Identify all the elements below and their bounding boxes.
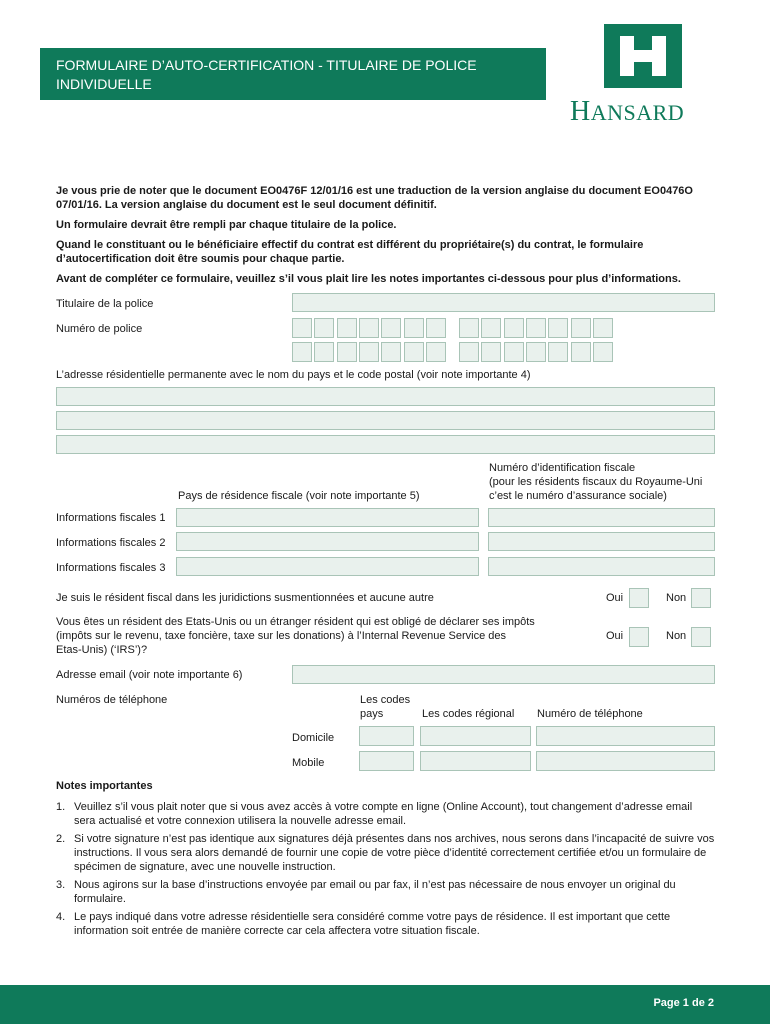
- hansard-wordmark: HANSARD: [570, 96, 685, 127]
- tin-header-line1: Numéro d’identification fiscale: [489, 462, 636, 474]
- hansard-logo-icon: [604, 24, 682, 88]
- policy-number-char-box[interactable]: [292, 342, 312, 362]
- intro-read-notes: Avant de compléter ce formulaire, veuillez s’il vous plait lire les notes importantes ci-dessous pour plus d’informations.: [56, 273, 681, 285]
- tin-header-line3: c’est le numéro d’assurance sociale): [489, 490, 667, 502]
- tin-2-input[interactable]: [488, 532, 715, 551]
- home-phone-input[interactable]: [536, 726, 715, 746]
- policyholder-label: Titulaire de la police: [56, 298, 154, 310]
- policyholder-input[interactable]: [292, 293, 715, 312]
- policy-number-char-box[interactable]: [381, 342, 401, 362]
- policy-number-char-box[interactable]: [593, 318, 613, 338]
- mobile-phone-label: Mobile: [292, 757, 325, 769]
- policy-number-char-box[interactable]: [571, 342, 591, 362]
- sole-tax-residence-question: Je suis le résident fiscal dans les juridictions susmentionnées et aucune autre: [56, 592, 434, 604]
- policy-number-char-box[interactable]: [481, 342, 501, 362]
- tax-country-3-input[interactable]: [176, 557, 479, 576]
- form-title-line2: INDIVIDUELLE: [56, 76, 152, 92]
- home-country-code-input[interactable]: [359, 726, 414, 746]
- country-code-header-line1: Les codes: [360, 694, 411, 706]
- phone-number-header: Numéro de téléphone: [537, 708, 643, 720]
- footer-bar: [0, 985, 770, 1024]
- note-item: 1. Veuillez s’il vous plait noter que si vous avez accès à votre compte en ligne (Online Account), tout changement d’adresse email sera actualisé et votre connexion utilisera la nouvelle adresse email.: [56, 801, 693, 827]
- policy-number-char-box[interactable]: [359, 342, 379, 362]
- email-label: Adresse email (voir note importante 6): [56, 669, 243, 681]
- policy-number-label: Numéro de police: [56, 323, 143, 335]
- area-code-header: Les codes régional: [422, 708, 515, 720]
- us-person-question-line2: (impôts sur le revenu, taxe foncière, taxe sur les donations) à l’Internal Revenue Service des: [56, 630, 507, 642]
- q1-non-label: Non: [666, 592, 687, 604]
- tax-country-1-input[interactable]: [176, 508, 479, 527]
- address-line-3[interactable]: [56, 435, 715, 454]
- policy-number-char-box[interactable]: [526, 342, 546, 362]
- policy-number-char-box[interactable]: [381, 318, 401, 338]
- policy-number-char-box[interactable]: [404, 318, 424, 338]
- tin-3-input[interactable]: [488, 557, 715, 576]
- tin-1-input[interactable]: [488, 508, 715, 527]
- form-title: [40, 48, 546, 100]
- policy-number-char-box[interactable]: [504, 342, 524, 362]
- us-person-question-line1: Vous êtes un résident des Etats-Unis ou un étranger résident qui est obligé de déclarer ses impôts: [56, 616, 535, 628]
- q1-oui-label: Oui: [606, 592, 624, 604]
- tax-info-3-label: Informations fiscales 3: [56, 562, 166, 574]
- tax-info-2-label: Informations fiscales 2: [56, 537, 166, 549]
- tax-info-1-label: Informations fiscales 1: [56, 512, 166, 524]
- policy-number-char-box[interactable]: [548, 318, 568, 338]
- policy-number-char-box[interactable]: [359, 318, 379, 338]
- address-line-2[interactable]: [56, 411, 715, 430]
- form-title-line1: FORMULAIRE D’AUTO-CERTIFICATION - TITULAIRE DE POLICE: [56, 57, 477, 73]
- intro-translation-note: Je vous prie de noter que le document EO0476F 12/01/16 est une traduction de la version anglaise du document EO0476O 07/01/16. La version anglaise du document est le seul document définitif.: [56, 185, 693, 211]
- tin-header-line2: (pour les résidents fiscaux du Royaume-Uni: [489, 476, 703, 488]
- us-person-question-line3: Etas-Unis) (‘IRS’)?: [56, 644, 148, 656]
- policy-number-char-box[interactable]: [314, 342, 334, 362]
- note-item: 4. Le pays indiqué dans votre adresse résidentielle sera considéré comme votre pays de résidence. Il est important que cette information soit entrée de manière correcte car cela affectera votre situation fiscale.: [56, 911, 671, 937]
- home-area-code-input[interactable]: [420, 726, 531, 746]
- q2-oui-label: Oui: [606, 630, 624, 642]
- policy-number-char-box[interactable]: [337, 318, 357, 338]
- policy-number-char-box[interactable]: [504, 318, 524, 338]
- policy-number-char-box[interactable]: [459, 342, 479, 362]
- policy-number-char-box[interactable]: [548, 342, 568, 362]
- country-code-header-line2: pays: [360, 708, 384, 720]
- policy-number-char-box[interactable]: [426, 318, 446, 338]
- email-input[interactable]: [292, 665, 715, 684]
- page-number: Page 1 de 2: [653, 997, 714, 1009]
- note-item: 2. Si votre signature n’est pas identique aux signatures déjà présentes dans nos archives, nous serons dans l’incapacité de suivre vos instructions. Il vous sera alors demandé de fournir une copie de votre pièce d’identité correctement certifiée et/ou un formulaire de spécimen de signature, avec une nouvelle instruction.: [56, 833, 715, 873]
- policy-number-char-box[interactable]: [314, 318, 334, 338]
- policy-number-char-box[interactable]: [404, 342, 424, 362]
- phone-label: Numéros de téléphone: [56, 694, 168, 706]
- policy-number-char-box[interactable]: [571, 318, 591, 338]
- policy-number-char-box[interactable]: [459, 318, 479, 338]
- home-phone-label: Domicile: [292, 732, 335, 744]
- mobile-country-code-input[interactable]: [359, 751, 414, 771]
- policy-number-char-box[interactable]: [337, 342, 357, 362]
- q1-non-checkbox[interactable]: [691, 588, 711, 608]
- q1-oui-checkbox[interactable]: [629, 588, 649, 608]
- address-line-1[interactable]: [56, 387, 715, 406]
- policy-number-char-box[interactable]: [426, 342, 446, 362]
- notes-title: Notes importantes: [56, 780, 153, 792]
- q2-non-label: Non: [666, 630, 687, 642]
- policy-number-char-box[interactable]: [593, 342, 613, 362]
- mobile-phone-input[interactable]: [536, 751, 715, 771]
- intro-one-form-note: Un formulaire devrait être rempli par chaque titulaire de la police.: [56, 219, 397, 231]
- mobile-area-code-input[interactable]: [420, 751, 531, 771]
- policy-number-char-box[interactable]: [526, 318, 546, 338]
- intro-settlor-note: Quand le constituant ou le bénéficiaire effectif du contrat est différent du propriétaire(s) du contrat, le formulaire d’autocertification doit être soumis pour chaque partie.: [56, 239, 644, 265]
- q2-non-checkbox[interactable]: [691, 627, 711, 647]
- q2-oui-checkbox[interactable]: [629, 627, 649, 647]
- tax-country-2-input[interactable]: [176, 532, 479, 551]
- tax-country-header: Pays de résidence fiscale (voir note importante 5): [178, 490, 420, 502]
- policy-number-char-box[interactable]: [481, 318, 501, 338]
- address-label: L’adresse résidentielle permanente avec le nom du pays et le code postal (voir note importante 4): [56, 369, 531, 381]
- note-item: 3. Nous agirons sur la base d’instructions envoyée par email ou par fax, il n’est pas nécessaire de nous envoyer un original du formulaire.: [56, 879, 676, 905]
- policy-number-char-box[interactable]: [292, 318, 312, 338]
